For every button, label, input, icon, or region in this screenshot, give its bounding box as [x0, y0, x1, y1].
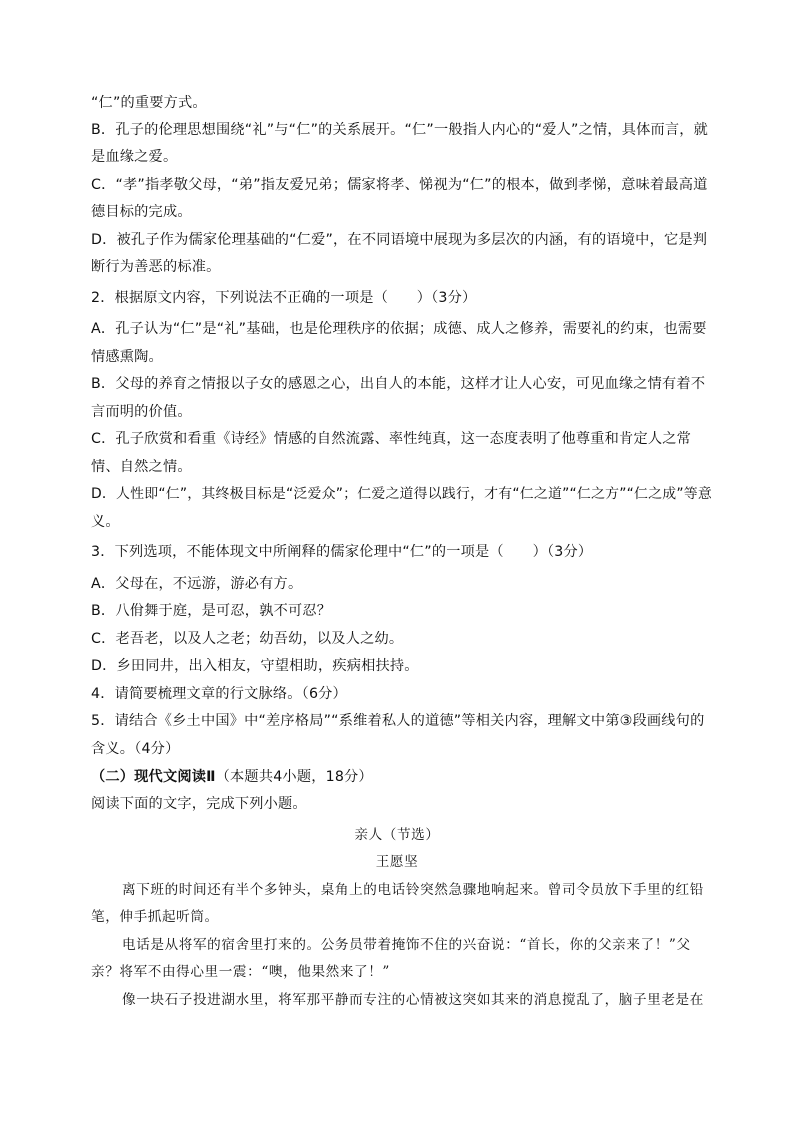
- option-b-line: B．孔子的伦理思想围绕“礼”与“仁”的关系展开。“仁”一般指人内心的“爱人”之情，具体而言，就: [91, 122, 709, 138]
- option-d-line: D．乡田同井，出入相友，守望相助，疾病相扶持。: [91, 658, 419, 674]
- text-line: 断行为善恶的标准。: [91, 259, 221, 275]
- story-line: 像一块石子投进湖水里，将军那平静而专注的心情被这突如其来的消息搅乱了，脑子里老是在: [122, 992, 704, 1008]
- story-line: 亲？将军不由得心里一震：“噢，他果然来了！”: [91, 964, 390, 980]
- option-a-line: A．父母在，不远游，游必有方。: [91, 576, 303, 592]
- text-line: 义。: [91, 514, 120, 530]
- story-line: 电话是从将军的宿舍里打来的。公务员带着掩饰不住的兴奋说：“首长，你的父亲来了！”父: [122, 937, 691, 953]
- section-note: （本题共4小题，18分）: [215, 769, 373, 785]
- section-instruction: 阅读下面的文字，完成下列小题。: [91, 796, 307, 812]
- option-d-line: D．被孔子作为儒家伦理基础的“仁爱”，在不同语境中展现为多层次的内涵，有的语境中，它是判: [91, 232, 708, 248]
- option-b-line: B．八佾舞于庭，是可忍，孰不可忍？: [91, 603, 332, 619]
- story-line: 笔，伸手抓起听筒。: [91, 909, 219, 925]
- option-b-line: B．父母的养育之情报以子女的感恩之心，出自人的本能，这样才让人心安，可见血缘之情有着不: [91, 376, 706, 392]
- text-line: 情、自然之情。: [91, 459, 192, 475]
- question-2: 2．根据原文内容，下列说法不正确的一项是（ ）（3分）: [91, 290, 477, 306]
- section-heading: [91, 768, 373, 786]
- question-3: 3．下列选项，不能体现文中所阐释的儒家伦理中“仁”的一项是（ ）（3分）: [91, 544, 593, 560]
- text-line: 言而明的价值。: [91, 404, 192, 420]
- option-c-line: C．“孝”指孝敬父母，“弟”指友爱兄弟；儒家将孝、悌视为“仁”的根本，做到孝悌，意味着最高道: [91, 177, 708, 193]
- section-title: （二）现代文阅读Ⅱ: [91, 769, 216, 785]
- option-c-line: C．老吾老，以及人之老；幼吾幼，以及人之幼。: [91, 631, 404, 647]
- story-author: 王愿坚: [375, 854, 419, 870]
- story-title: 亲人（节选）: [354, 827, 440, 843]
- text-line: “仁”的重要方式。: [91, 95, 207, 111]
- option-c-line: C．孔子欣赏和看重《诗经》情感的自然流露、率性纯真，这一态度表明了他尊重和肯定人之常: [91, 431, 691, 447]
- option-d-line: D．人性即“仁”，其终极目标是“泛爱众”；仁爱之道得以践行，才有“仁之道”“仁之方”“仁之成”等意: [91, 486, 712, 502]
- text-line: 情感熏陶。: [91, 349, 163, 365]
- question-4: 4．请简要梳理文章的行文脉络。（6分）: [91, 686, 347, 702]
- question-5: 5．请结合《乡土中国》中“差序格局”“系维着私人的道德”等相关内容，理解文中第③段画线句的: [91, 713, 705, 729]
- text-line: 德目标的完成。: [91, 204, 192, 220]
- option-a-line: A．孔子认为“仁”是“礼”基础，也是伦理秩序的依据；成德、成人之修养，需要礼的约束，也需要: [91, 321, 707, 337]
- story-line: 离下班的时间还有半个多钟头，桌角上的电话铃突然急骤地响起来。曾司令员放下手里的红铅: [122, 882, 704, 898]
- text-line: 是血缘之爱。: [91, 149, 178, 165]
- text-line: 含义。（4分）: [91, 741, 180, 757]
